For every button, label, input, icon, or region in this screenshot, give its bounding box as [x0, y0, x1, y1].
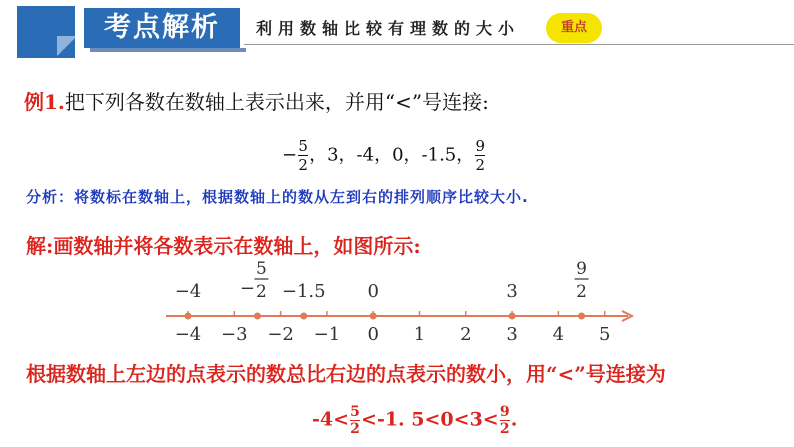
point-label: −1.5: [281, 281, 326, 302]
axis-tick-label: 3: [506, 324, 518, 345]
header-title: 利用数轴比较有理数的大小: [256, 19, 521, 38]
point-label-numerator: 5: [256, 259, 267, 279]
header-tag: 考点解析: [84, 8, 240, 48]
separator: ，: [374, 144, 393, 166]
axis-tick-label: 2: [460, 324, 472, 345]
axis-tick-label: −3: [221, 324, 248, 345]
header-icon-block: [17, 6, 75, 58]
fraction-denominator: 2: [499, 421, 510, 437]
number-list: [282, 138, 486, 173]
number-item: -1.5: [421, 144, 457, 166]
axis-point: [509, 313, 516, 320]
point-label: −4: [174, 281, 202, 302]
fraction-nine-halves: [475, 138, 485, 173]
example-text: 把下列各数在数轴上表示出来，并用“<”号连接:: [64, 90, 489, 114]
minus-sign: −: [282, 144, 298, 166]
axis-point: [578, 313, 585, 320]
axis-tick-label: 4: [552, 324, 565, 345]
point-label-numerator: 9: [576, 259, 587, 279]
axis-tick-label: −1: [313, 324, 341, 345]
separator: ，: [338, 144, 357, 166]
axis-point: [254, 313, 261, 320]
separator: ，: [456, 144, 475, 166]
header-divider: [244, 44, 794, 45]
fraction-denominator: 2: [298, 156, 308, 174]
inequality-part: -4<: [312, 408, 350, 431]
conclusion-text: 根据数轴上左边的点表示的数总比右边的点表示的数小，用“<”号连接为: [26, 362, 666, 386]
fraction-neg-five-halves: [298, 138, 308, 173]
fraction-denominator: 2: [475, 156, 486, 174]
example-prompt: [24, 86, 489, 115]
axis-tick-label: −4: [174, 324, 202, 345]
number-item: 0: [392, 144, 404, 166]
final-inequality: [312, 405, 517, 436]
fraction-numerator: 9: [475, 137, 486, 155]
inequality-part: .: [510, 408, 518, 431]
inequality-fraction-neg: [350, 405, 360, 436]
axis-point: [370, 313, 377, 320]
axis-tick-label: 0: [367, 324, 379, 345]
axis-point: [185, 313, 192, 320]
fraction-numerator: 9: [499, 404, 510, 420]
fraction-denominator: 2: [350, 421, 360, 437]
separator: ，: [309, 144, 328, 166]
number-item: -4: [356, 144, 375, 166]
axis-point: [300, 313, 307, 320]
axis-tick-label: 1: [413, 324, 426, 345]
header-tag-shadow: [90, 48, 246, 52]
example-label: 例1.: [24, 90, 65, 114]
inequality-part: <-1. 5<0<3<: [361, 408, 499, 431]
axis-tick-label: 5: [598, 324, 611, 345]
page-fold-icon: [57, 36, 75, 58]
point-label-denominator: 2: [256, 282, 267, 302]
axis-tick-label: −2: [267, 324, 294, 345]
point-label: 3: [506, 281, 518, 302]
fraction-numerator: 5: [298, 137, 308, 155]
analysis-text: 分析：将数标在数轴上，根据数轴上的数从左到右的排列顺序比较大小.: [26, 188, 529, 206]
number-item: 3: [327, 144, 339, 166]
inequality-fraction-pos: [500, 405, 510, 436]
fraction-numerator: 5: [350, 404, 360, 420]
separator: ，: [403, 144, 422, 166]
key-point-badge: 重点: [546, 13, 602, 43]
point-label-denominator: 2: [576, 282, 587, 302]
number-line: [0, 250, 794, 350]
solution-text: 解:画数轴并将各数表示在数轴上，如图所示:: [26, 234, 421, 258]
point-label: 0: [367, 281, 379, 302]
point-label-sign: −: [239, 278, 255, 299]
